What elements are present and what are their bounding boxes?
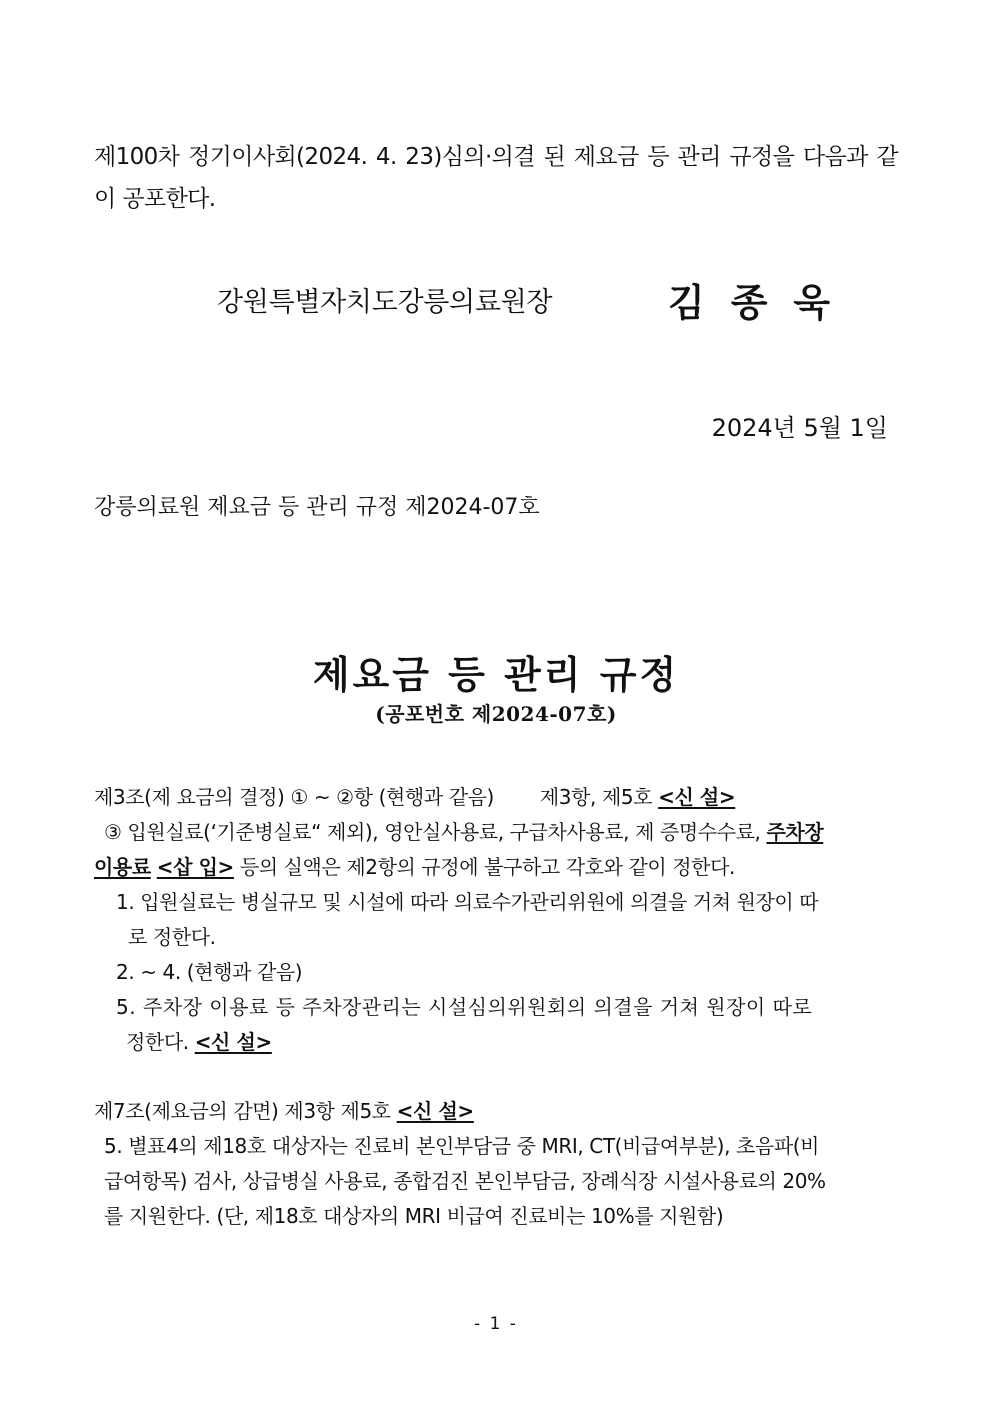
article3-item1-line1: 1. 입원실료는 병실규모 및 시설에 따라 의료수가관리위원에 의결을 거쳐 원장이 따 <box>116 890 819 914</box>
signer-organization: 강원특별자치도강릉의료원장 <box>217 287 553 318</box>
article3-para3-fee: 이용료 <box>94 855 151 879</box>
article3-new-tag: <신 설> <box>658 785 736 809</box>
article7-item5-line3: 를 지원한다. (단, 제18호 대상자의 MRI 비급여 진료비는 10%를 지원함) <box>104 1204 724 1228</box>
article3-heading <box>94 780 735 815</box>
article3-item5-line1: 5. 주차장 이용료 등 주차장관리는 시설심의위원회의 의결을 거쳐 원장이 따로 <box>116 995 813 1019</box>
article3-para3-parking: 주차장 <box>766 820 824 844</box>
page-number: - 1 - <box>474 1314 518 1334</box>
article3-item5-new-tag: <신 설> <box>194 1030 272 1054</box>
article3-item5-line2 <box>126 1025 272 1060</box>
promulgation-date: 2024년 5월 1일 <box>711 414 888 442</box>
promulgation-intro: 제100차 정기이사회(2024. 4. 23)심의·의결 된 제요금 등 관리 규정을 다음과 같이 공포한다. <box>94 144 898 212</box>
article3-para3-lead: ③ 입원실료(‘기준병실료“ 제외), 영안실사용료, 구급차사용료, 제 증명수수료, <box>104 820 761 844</box>
article3-para3-insert-tag: <삽 입> <box>156 855 234 879</box>
article3-para3-rest: 등의 실액은 제2항의 규정에 불구하고 각호와 같이 정한다. <box>239 855 735 879</box>
article3-item1-line2: 로 정한다. <box>128 925 216 949</box>
document-subtitle: (공포번호 제2024-07호) <box>375 702 617 726</box>
article7-item5-line2: 급여항목) 검사, 상급병실 사용료, 종합검진 본인부담금, 장례식장 시설사용료의 20% <box>104 1169 826 1193</box>
regulation-number: 강릉의료원 제요금 등 관리 규정 제2024-07호 <box>94 495 540 520</box>
document-title: 제요금 등 관리 규정 <box>312 652 680 697</box>
article3-item2: 2. ~ 4. (현행과 같음) <box>116 960 303 984</box>
article3-para3-line2 <box>94 850 735 885</box>
article3-note: 제3항, 제5호 <box>539 785 653 809</box>
article3-para3-line1 <box>104 815 823 850</box>
article7-item5-line1: 5. 별표4의 제18호 대상자는 진료비 본인부담금 중 MRI, CT(비급여부분), 초음파(비 <box>104 1134 820 1158</box>
article7-heading <box>94 1094 474 1129</box>
article7-new-tag: <신 설> <box>396 1099 474 1123</box>
article7-heading-text: 제7조(제요금의 감면) 제3항 제5호 <box>94 1099 391 1123</box>
article3-item5-text: 정한다. <box>126 1030 189 1054</box>
signer-name: 김종욱 <box>668 281 857 325</box>
article3-heading-text: 제3조(제 요금의 결정) ① ~ ②항 (현행과 같음) <box>94 785 494 809</box>
signature-block <box>0 272 992 325</box>
